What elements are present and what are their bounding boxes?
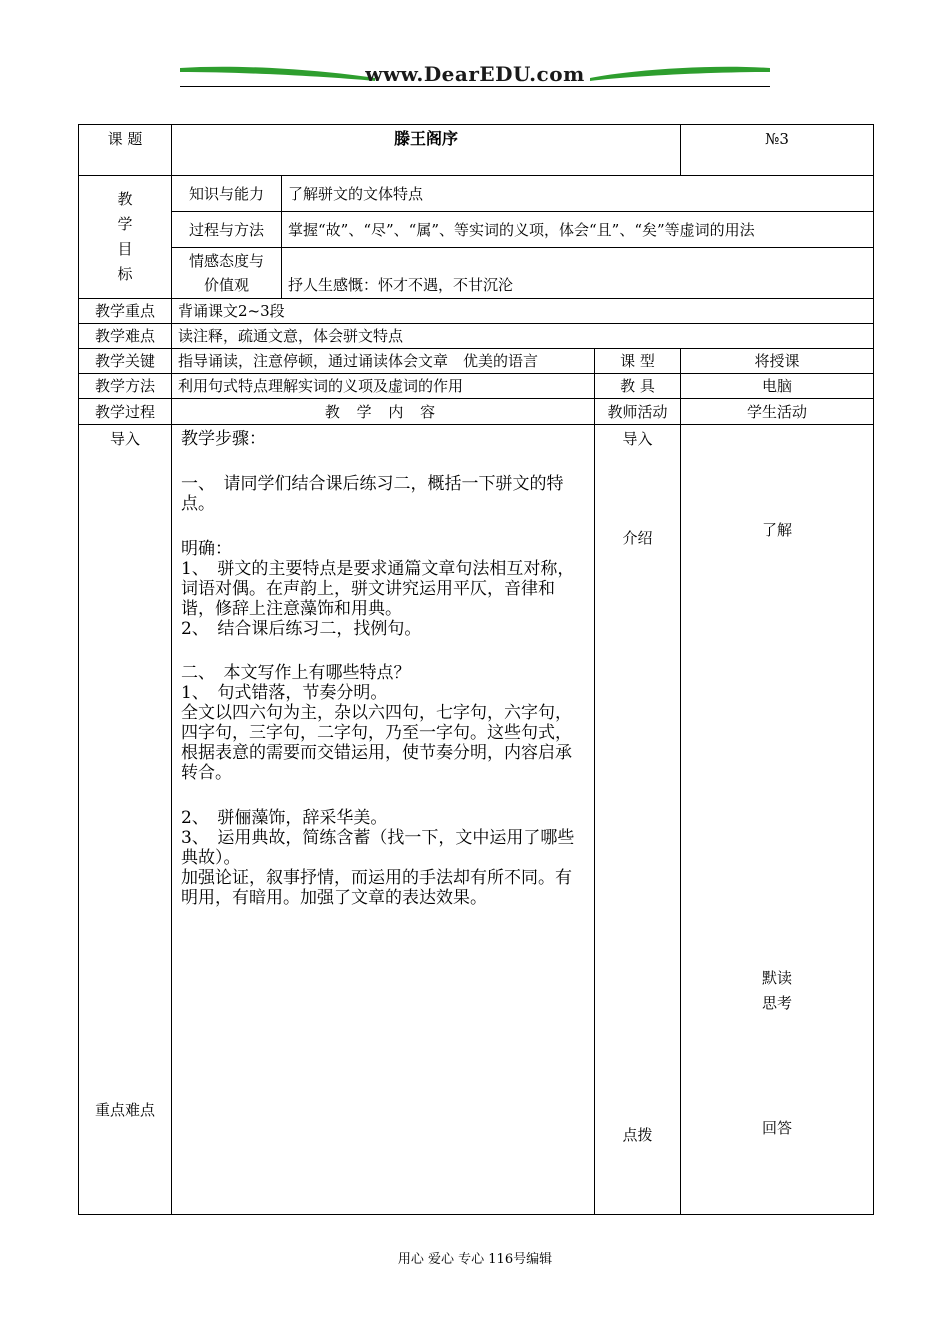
difficulty-label: 教学难点 xyxy=(79,324,172,349)
attitude-value: 抒人生感慨：怀才不遇，不甘沉沦 xyxy=(282,248,874,299)
method-value: 利用句式特点理解实词的义项及虚词的作用 xyxy=(172,374,595,399)
knowledge-value: 了解骈文的文体特点 xyxy=(282,176,874,212)
knowledge-label: 知识与能力 xyxy=(172,176,282,212)
stage-intro: 导入 xyxy=(109,430,140,448)
content-line: 2、 骈俪藻饰，辞采华美。 xyxy=(181,808,388,829)
content-line: 一、 请同学们结合课后练习二，概括一下骈文的特点。 xyxy=(181,473,564,514)
topic-title: 滕王阁序 xyxy=(172,125,681,176)
header-rule xyxy=(180,86,770,87)
lesson-plan-table xyxy=(78,124,874,1215)
content-line: 加强论证，叙事抒情，而运用的手法却有所不同。有明用，有暗用。加强了文章的表达效果。 xyxy=(181,868,572,909)
content-line: 2、 结合课后练习二，找例句。 xyxy=(181,618,422,639)
crux-label: 教学关键 xyxy=(79,349,172,374)
teacher-column-header: 教师活动 xyxy=(595,399,681,425)
content-line: 3、 运用典故，简练含蓄（找一下，文中运用了哪些典故）。 xyxy=(181,828,575,869)
content-column-header: 教 学 内 容 xyxy=(172,399,595,425)
process-column-header: 教学过程 xyxy=(79,399,172,425)
student-activity-answer: 回答 xyxy=(761,1119,792,1137)
topic-label: 课 题 xyxy=(79,125,172,176)
page-footer: 用心 爱心 专心 116号编辑 xyxy=(397,1252,553,1267)
attitude-label: 情感态度与 价值观 xyxy=(172,248,282,299)
content-line: 全文以四六句为主，杂以六四句，七字句，六字句，四字句，三字句，二字句，乃至一字句。这些句式，根据表意的需要而交错运用，使节奏分明，内容启承转合。 xyxy=(181,703,572,784)
tool-value: 电脑 xyxy=(681,374,874,399)
lesson-type-label: 课 型 xyxy=(595,349,681,374)
process-method-label: 过程与方法 xyxy=(172,212,282,248)
logo-text: www.DearEDU.com xyxy=(365,62,585,86)
student-activity-column xyxy=(681,425,874,1215)
teacher-activity-column xyxy=(595,425,681,1215)
student-activity-think: 思考 xyxy=(761,994,792,1012)
content-line: 明确： xyxy=(181,538,232,559)
content-line: 1、 句式错落，节奏分明。 xyxy=(181,683,388,704)
lesson-type-value: 将授课 xyxy=(681,349,874,374)
key-points-value: 背诵课文2~3段 xyxy=(172,299,874,324)
stage-column xyxy=(79,425,172,1215)
difficulty-value: 读注释，疏通文意，体会骈文特点 xyxy=(172,324,874,349)
teacher-activity-guide: 点拨 xyxy=(622,1126,653,1144)
student-activity-understand: 了解 xyxy=(761,521,792,539)
objectives-label: 教 学 目 标 xyxy=(79,176,172,299)
student-column-header: 学生活动 xyxy=(681,399,874,425)
stage-key-difficulty: 重点难点 xyxy=(94,1101,155,1119)
content-line: 教学步骤： xyxy=(181,429,266,449)
tool-label: 教 具 xyxy=(595,374,681,399)
lesson-number: №3 xyxy=(681,125,874,176)
teacher-activity-introduce: 介绍 xyxy=(622,529,653,547)
method-label: 教学方法 xyxy=(79,374,172,399)
teaching-content xyxy=(172,425,595,1215)
crux-value: 指导诵读，注意停顿，通过诵读体会文章 优美的语言 xyxy=(172,349,595,374)
content-line: 1、 骈文的主要特点是要求通篇文章句法相互对称，词语对偶。在声韵上，骈文讲究运用平仄，音律和谐，修辞上注意藻饰和用典。 xyxy=(181,558,575,619)
content-line: 二、 本文写作上有哪些特点？ xyxy=(181,663,411,684)
student-activity-silent-read: 默读 xyxy=(761,969,792,987)
key-points-label: 教学重点 xyxy=(79,299,172,324)
teacher-activity-intro: 导入 xyxy=(622,430,653,448)
process-method-value: 掌握“故”、“尽”、“属”、等实词的义项，体会“且”、“矣”等虚词的用法 xyxy=(282,212,874,248)
